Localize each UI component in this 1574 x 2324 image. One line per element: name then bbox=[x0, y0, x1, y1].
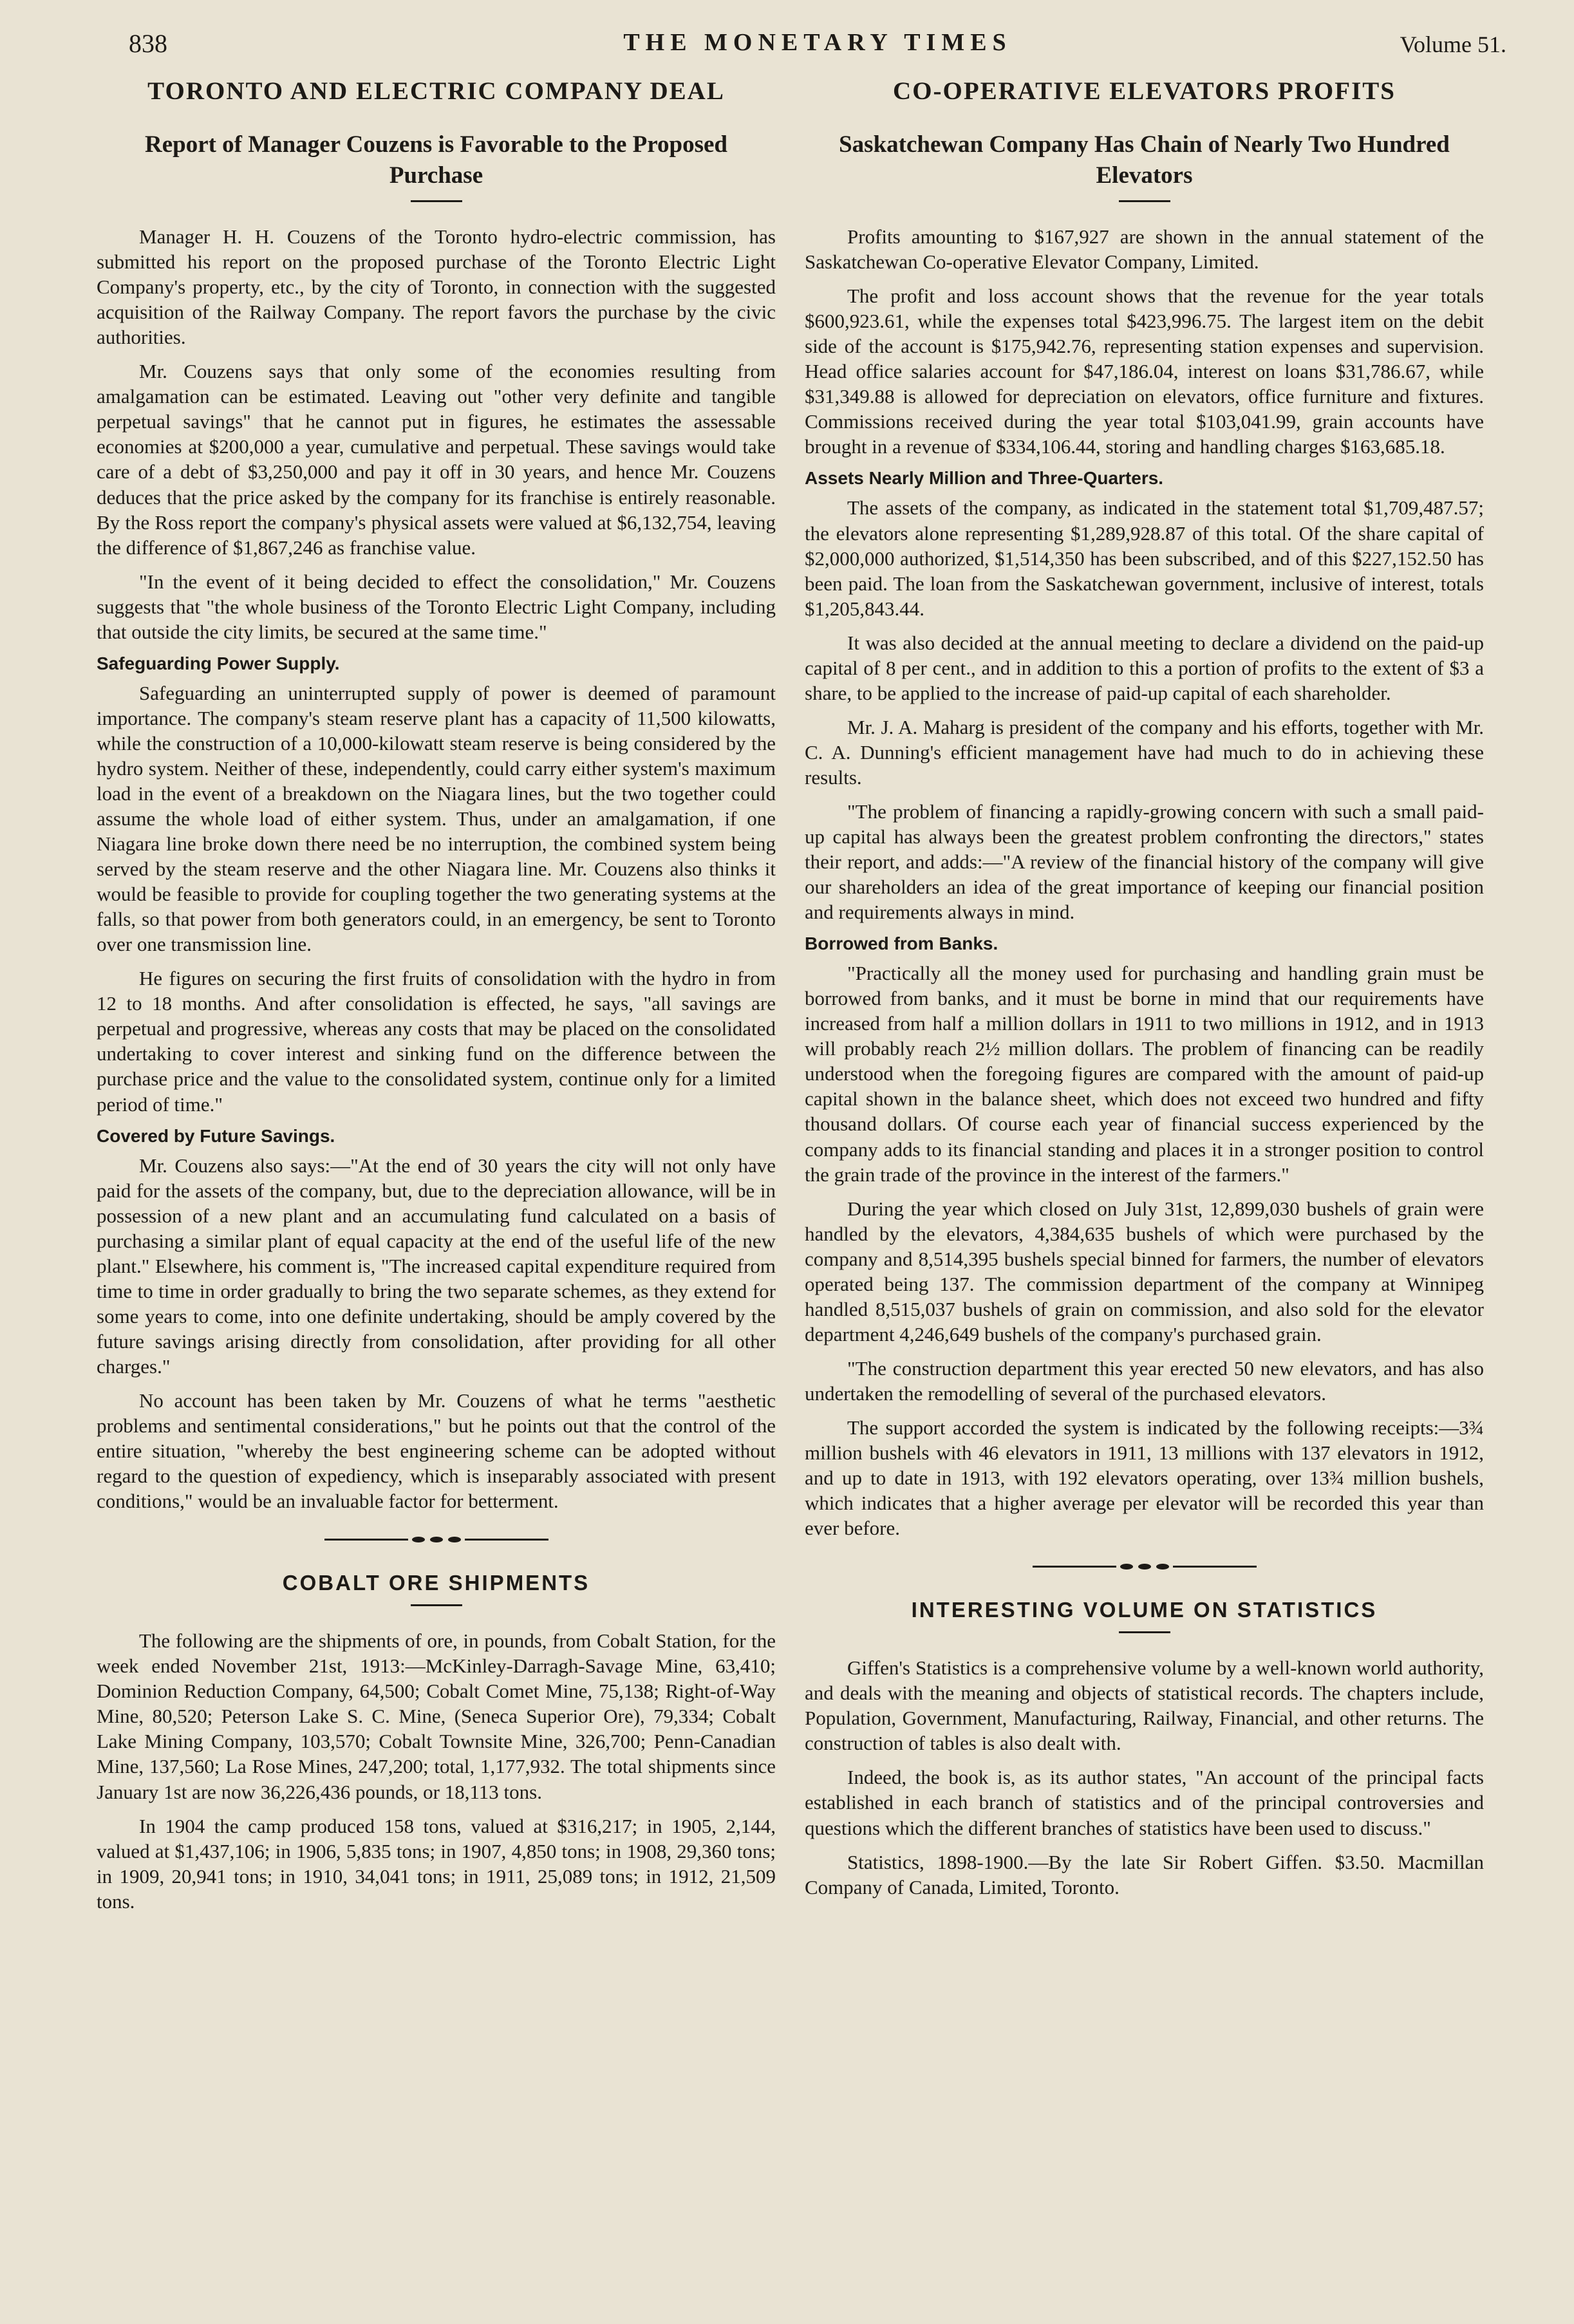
paragraph: During the year which closed on July 31st, 12,899,030 bushels of grain were handled by the elevators, 4,384,635 bushels of which were purchased by the company and 8,514,395 bushels special binned for farmers, the number of elevators operated being 137. The commission department of the company at Winnipeg handled 8,515,037 bushels of grain on commission, and also sold for the elevator department 4,246,649 bushels of the company's purchased grain. bbox=[805, 1197, 1484, 1345]
paragraph: The following are the shipments of ore, in pounds, from Cobalt Station, for the week ended November 21st, 1913:—McKinley-Darragh-Savage Mine, 63,410; Dominion Reduction Company, 64,500; Cobalt Comet Mine, 75,138; Right-of-Way Mine, 80,520; Peterson Lake S. C. Mine, (Seneca Superior Ore), 79,334; Cobalt Lake Mining Company, 103,570; Cobalt Townsite Mine, 326,700; Penn-Canadian Mine, 137,560; La Rose Mines, 247,200; total, 1,177,932. The total shipments since January 1st are now 36,226,436 pounds, or 18,113 tons. bbox=[97, 1629, 776, 1803]
paragraph: Mr. Couzens says that only some of the economies resulting from amalgamation can be estimated. Leaving out "other very definite and tangible perpetual savings" that he cannot put in figures, he estimates the assessable economies at $200,000 a year, cumulative and perpetual. These savings would take care of a debt of $3,250,000 and pay it off in 30 years, and hence Mr. Couzens deduces that the price asked by the company for its franchise is entirely reasonable. By the Ross report the company's physical assets were valued at $6,132,754, leaving the difference of $1,867,246 as franchise value. bbox=[97, 360, 776, 559]
article-title-cobalt: COBALT ORE SHIPMENTS bbox=[282, 1571, 590, 1595]
paragraph: Manager H. H. Couzens of the Toronto hydro-electric commission, has submitted his report on the proposed purchase of the Toronto Electric Light Company's property, etc., by the city of Toronto, in connection with the suggested acquisition of the Railway Company. The report favors the purchase by the civic authorities. bbox=[97, 225, 776, 349]
divider-rule bbox=[411, 1604, 462, 1606]
article-title-statistics: INTERESTING VOLUME ON STATISTICS bbox=[911, 1598, 1378, 1622]
section-heading: Borrowed from Banks. bbox=[805, 933, 998, 954]
divider-rule bbox=[411, 200, 462, 202]
paragraph: "Practically all the money used for purchasing and handling grain must be borrowed from banks, and it must be borne in mind that our requirements have increased from half a million dollars in 1911 to two millions in 1912, and in 1913 will probably reach 2½ million dollars. The problem of financing can be readily understood when the foregoing figures are compared with the amount of paid-up capital shown in the balance sheet, which does not exceed two hundred and fifty thousand dollars. Of course each year of financial success experienced by the company adds to its financial standing and places it in a stronger position to control the grain trade of the province in the interest of the farmers." bbox=[805, 962, 1484, 1186]
running-header bbox=[129, 28, 1506, 67]
paragraph: "The construction department this year erected 50 new elevators, and has also undertaken the remodelling of several of the purchased elevators. bbox=[805, 1356, 1484, 1405]
article-headline-elevators: CO-OPERATIVE ELEVATORS PROFITS bbox=[893, 77, 1396, 105]
section-heading: Covered by Future Savings. bbox=[97, 1125, 335, 1146]
paragraph: Indeed, the book is, as its author states, "An account of the principal facts established in each branch of statistics and of the principal controversies and questions which the different branches of statistics have been used to discuss." bbox=[805, 1766, 1484, 1839]
paragraph: "In the event of it being decided to effect the consolidation," Mr. Couzens suggests that "the whole business of the Toronto Electric Light Company, including that outside the city limits, be secured at the same time." bbox=[97, 570, 776, 643]
ornament-divider bbox=[97, 1537, 776, 1542]
divider-rule bbox=[1119, 1631, 1170, 1633]
divider-rule bbox=[1119, 200, 1170, 202]
paragraph: Statistics, 1898-1900.—By the late Sir Robert Giffen. $3.50. Macmillan Company of Canada, Limited, Toronto. bbox=[805, 1850, 1484, 1898]
paragraph: In 1904 the camp produced 158 tons, valued at $316,217; in 1905, 2,144, valued at $1,437,106; in 1906, 5,835 tons; in 1907, 4,850 tons; in 1908, 29,360 tons; in 1909, 20,941 tons; in 1910, 34,041 tons; in 1911, 25,089 tons; in 1912, 21,509 tons. bbox=[97, 1814, 776, 1913]
paragraph: The support accorded the system is indicated by the following receipts:—3¾ million bushels with 46 elevators in 1911, 13 millions with 137 elevators in 1912, and up to date in 1913, with 192 elevators operating, over 13¾ million bushels, which indicates that a higher average per elevator will be recorded this year than ever before. bbox=[805, 1416, 1484, 1540]
page-number: 838 bbox=[129, 29, 167, 58]
paragraph: Mr. Couzens also says:—"At the end of 30 years the city will not only have paid for the assets of the company, but, due to the depreciation allowance, will be in possession of a new plant and an accumulating fund calculated on a basis of purchasing a similar plant of equal capacity at the end of the useful life of the new plant." Elsewhere, his comment is, "The increased capital expenditure required from time to time in order gradually to bring the two separate schemes, as they extend for some years to come, into one definite undertaking, should be amply covered by the future savings arising directly from consolidation, after providing for all other charges." bbox=[97, 1154, 776, 1378]
paragraph: Safeguarding an uninterrupted supply of power is deemed of paramount importance. The company's steam reserve plant has a capacity of 11,500 kilowatts, while the construction of a 10,000-kilowatt steam reserve is being considered by the hydro system. Neither of these, independently, could carry either system's maximum load in the event of a breakdown on the Niagara lines, but the two together could assume the whole load of either system. Thus, under an amalgamation, if one Niagara line broke down there need be no interruption, the combined system being served by the steam reserve and the other Niagara line. Mr. Couzens also thinks it would be feasible to provide for coupling together the two generating systems at the falls, so that power from both generators could, in an emergency, be sent to Toronto over one transmission line. bbox=[97, 681, 776, 956]
paragraph: The assets of the company, as indicated in the statement total $1,709,487.57; the elevators alone representing $1,289,928.87 of this total. Of the share capital of $2,000,000 authorized, $1,514,350 has been subscribed, and of this $227,152.50 has been paid. The loan from the Saskatchewan government, inclusive of interest, totals $1,205,843.44. bbox=[805, 496, 1484, 620]
right-column bbox=[805, 77, 1484, 1909]
publication-title: THE MONETARY TIMES bbox=[623, 29, 1012, 56]
paragraph: Mr. J. A. Maharg is president of the company and his efforts, together with Mr. C. A. Dunning's efficient management have had much to do in achieving these results. bbox=[805, 715, 1484, 789]
article-subhead-elevators: Saskatchewan Company Has Chain of Nearly Two Hundred Elevators bbox=[839, 131, 1450, 189]
paragraph: No account has been taken by Mr. Couzens of what he terms "aesthetic problems and sentimental considerations," but he points out that the control of the entire situation, "whereby the best engineering scheme can be adopted without regard to the question of expediency, which is inseparably associated with present conditions," would be an invaluable factor for betterment. bbox=[97, 1389, 776, 1513]
ornament-divider bbox=[805, 1564, 1484, 1570]
paragraph: It was also decided at the annual meeting to declare a dividend on the paid-up capital of 8 per cent., and in addition to this a portion of profits to the extent of $3 a share, to be applied to the increase of paid-up capital of each shareholder. bbox=[805, 631, 1484, 704]
paragraph: He figures on securing the first fruits of consolidation with the hydro in from 12 to 18 months. And after consolidation is effected, he says, "all savings are perpetual and progressive, whereas any costs that may be placed on the consolidated undertaking to cover interest and sinking fund on the difference between the purchase price and the value to the consolidated system, continue only for a limited period of time." bbox=[97, 967, 776, 1116]
section-heading: Assets Nearly Million and Three-Quarters. bbox=[805, 468, 1164, 489]
paragraph: The profit and loss account shows that the revenue for the year totals $600,923.61, while the expenses total $423,996.75. The largest item on the debit side of the account is $175,942.76, representing station expenses and supervision. Head office salaries account for $47,186.04, interest on loans $31,786.67, while $31,349.88 is allowed for depreciation on elevators, office furniture and fixtures. Commissions received during the year total $103,041.99, grain accounts have brought in a revenue of $334,106.44, storing and handling charges $163,685.18. bbox=[805, 285, 1484, 458]
paragraph: Profits amounting to $167,927 are shown in the annual statement of the Saskatchewan Co-operative Elevator Company, Limited. bbox=[805, 225, 1484, 274]
article-headline-toronto: TORONTO AND ELECTRIC COMPANY DEAL bbox=[147, 77, 725, 105]
article-subhead-toronto: Report of Manager Couzens is Favorable to the Proposed Purchase bbox=[144, 131, 728, 189]
paragraph: "The problem of financing a rapidly-growing concern with such a small paid-up capital has always been the greatest problem confronting the directors," states their report, and adds:—"A review of the financial history of the company will give our shareholders an idea of the great importance of keeping our financial position and requirements always in mind. bbox=[805, 800, 1484, 924]
left-column bbox=[97, 77, 776, 1923]
paragraph: Giffen's Statistics is a comprehensive volume by a well-known world authority, and deals with the meaning and objects of statistical records. The chapters include, Population, Government, Manufacturing, Railway, Financial, and other returns. The construction of tables is also dealt with. bbox=[805, 1656, 1484, 1755]
section-heading: Safeguarding Power Supply. bbox=[97, 653, 340, 673]
volume-label: Volume 51. bbox=[1400, 32, 1506, 57]
